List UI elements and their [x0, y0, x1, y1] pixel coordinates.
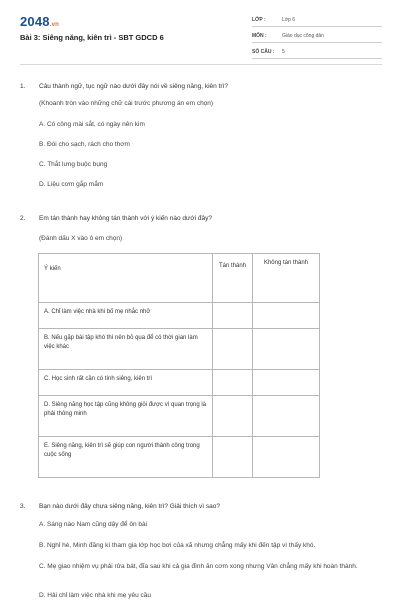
meta-key: SỐ CÂU :: [252, 49, 275, 55]
opinion-cell: B. Nếu gặp bài tập khó thì nên bỏ qua để có thời gian làm việc khác: [39, 329, 213, 370]
document-meta: [252, 14, 382, 59]
answer-option[interactable]: D. Hải chỉ làm việc nhà khi mẹ yêu cầu: [39, 592, 151, 599]
question-text: Bạn nào dưới đây chưa siêng năng, kiên trì? Giải thích vì sao?: [39, 503, 220, 510]
meta-key: MÔN :: [252, 33, 267, 39]
question-number: 3.: [20, 503, 26, 510]
answer-option[interactable]: D. Liệu cơm gắp mắm: [39, 181, 104, 188]
answer-option[interactable]: C. Thắt lưng buộc bụng: [39, 161, 108, 168]
disagree-checkbox-cell[interactable]: [253, 396, 320, 437]
agree-checkbox-cell[interactable]: [213, 370, 253, 396]
column-header-agree: Tán thành: [213, 254, 253, 303]
answer-option[interactable]: C. Mẹ giao nhiệm vụ phải rửa bát, đĩa sau khi cả gia đình ăn cơm xong nhưng Vân chẳng mấy khi hoàn thành.: [39, 563, 358, 570]
table-row: [39, 303, 320, 329]
answer-option[interactable]: A. Sáng nào Nam cũng dậy để ôn bài: [39, 521, 148, 528]
table-row: [39, 437, 320, 478]
answer-option[interactable]: A. Có công mài sắt, có ngày nên kim: [39, 121, 145, 128]
meta-key: LỚP :: [252, 17, 266, 23]
table-row: [39, 329, 320, 370]
answer-option[interactable]: B. Nghỉ hè, Minh đăng kí tham gia lớp học bơi của xã nhưng chẳng mấy khi đến tập vì thấy khó.: [39, 542, 316, 549]
disagree-checkbox-cell[interactable]: [253, 437, 320, 478]
meta-row-subject: [252, 30, 382, 43]
site-logo[interactable]: [20, 14, 59, 29]
opinion-cell: C. Học sinh rất cần có tính siêng, kiên trì: [39, 370, 213, 396]
column-header-opinion: Ý kiến: [39, 254, 213, 303]
question-text: Câu thành ngữ, tục ngữ nào dưới đây nói về siêng năng, kiên trì?: [39, 83, 228, 90]
meta-value: Giáo dục công dân: [282, 33, 324, 39]
table-row: [39, 370, 320, 396]
opinion-cell: D. Siêng năng học tập cũng không giỏi được vì quan trọng là phải thông minh: [39, 396, 213, 437]
opinion-cell: A. Chỉ làm việc nhà khi bố mẹ nhắc nhở: [39, 303, 213, 329]
question-number: 2.: [20, 215, 26, 222]
agree-checkbox-cell[interactable]: [213, 396, 253, 437]
question-number: 1.: [20, 83, 26, 90]
disagree-checkbox-cell[interactable]: [253, 329, 320, 370]
disagree-checkbox-cell[interactable]: [253, 303, 320, 329]
meta-value: Lớp 6: [282, 17, 296, 23]
agree-checkbox-cell[interactable]: [213, 437, 253, 478]
logo-main-text: 2048: [20, 14, 50, 29]
header-divider: [20, 64, 382, 65]
opinion-table: [38, 253, 320, 478]
agree-checkbox-cell[interactable]: [213, 303, 253, 329]
answer-option[interactable]: B. Đói cho sạch, rách cho thơm: [39, 141, 130, 148]
meta-row-count: [252, 46, 382, 59]
agree-checkbox-cell[interactable]: [213, 329, 253, 370]
logo-domain-suffix: .vn: [49, 22, 60, 28]
opinion-cell: E. Siêng năng, kiên trì sẽ giúp con người thành công trong cuộc sống: [39, 437, 213, 478]
disagree-checkbox-cell[interactable]: [253, 370, 320, 396]
table-row: [39, 396, 320, 437]
question-text: Em tán thành hay không tán thành với ý kiến nào dưới đây?: [39, 215, 212, 222]
question-instruction: (Đánh dấu X vào ô em chọn): [39, 235, 123, 242]
document-title: Bài 3: Siêng năng, kiên trì - SBT GDCD 6: [20, 33, 164, 42]
question-instruction: (Khoanh tròn vào những chữ cái trước phương án em chọn): [39, 100, 214, 107]
meta-value: 5: [282, 49, 285, 55]
meta-row-grade: [252, 14, 382, 27]
table-header-row: [39, 254, 320, 303]
column-header-disagree: Không tán thành: [253, 254, 320, 303]
